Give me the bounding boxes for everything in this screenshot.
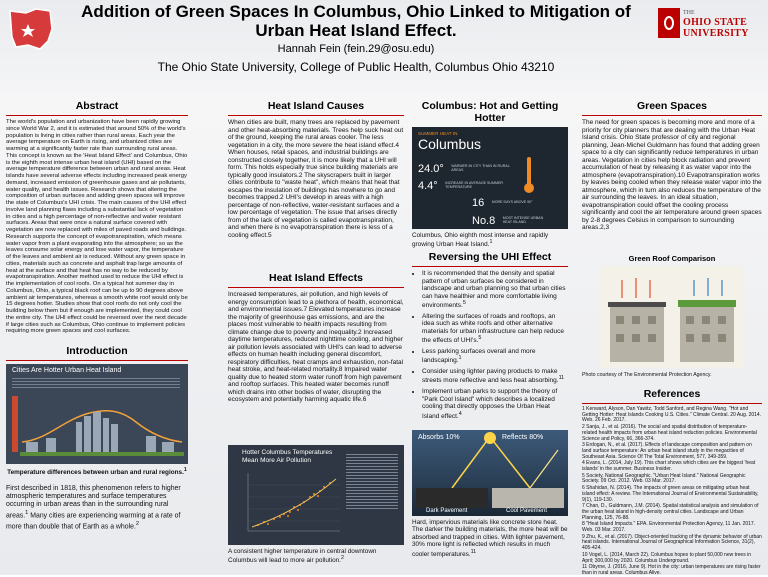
reversing-bullet-3 bbox=[422, 348, 568, 365]
air-pollution-figure-title: Hotter Columbus Temperatures Mean More Air Pollution bbox=[242, 449, 333, 464]
dark-pavement-block bbox=[416, 488, 488, 508]
intro-caption-ref: 1 bbox=[183, 467, 187, 473]
bullet-ref-2: 5 bbox=[478, 335, 482, 342]
intro-text-1: First described in 1818, this phenomenon refers to higher atmospheric temperatures and surface temperatures occurring in urban areas than in the surrounding rural areas. bbox=[6, 485, 181, 520]
pavement-label-cool: Cool Pavement bbox=[506, 508, 548, 514]
stat-value-2: 4.4° bbox=[418, 180, 438, 192]
columbus-panel-kicker: SUMMER HEAT IN bbox=[418, 131, 458, 136]
effects-section bbox=[228, 272, 404, 407]
intro-ref-2: 2 bbox=[135, 521, 140, 528]
reference-4: 4 Evans, L. (2014, July 19). This chart shows which cities are the biggest 'heat islands' in the summer. Business Insider. bbox=[582, 460, 756, 473]
gridlines bbox=[248, 485, 340, 521]
bullet-ref-3: 1 bbox=[458, 355, 462, 362]
stat-value-4: No.8 bbox=[472, 215, 496, 227]
reference-3: 3 Erdogan, N., et al. (2017). Effects of landscape composition and pattern on land surface temperature: An urban heat island study in the megacities of Southeast Asia. Science Of The Total Environment, 577, 349-359. bbox=[582, 442, 752, 460]
urban-heat-figure-text-block bbox=[12, 378, 180, 388]
green-roof-diagram-graphic bbox=[600, 266, 744, 368]
effects-caption-ref: 2 bbox=[340, 555, 344, 562]
columbus-stat-row-3 bbox=[472, 193, 562, 211]
pavement-comparison-image bbox=[412, 430, 568, 516]
ohio-state-outline-logo bbox=[6, 7, 56, 51]
reference-5: 5 Society, National Geographic. "Urban Heat Island." National Geographic Society. 09 Oct. 2012. Web. 03 Mar. 2017. bbox=[582, 472, 746, 485]
effects-caption-text: A consistent higher temperature in central downtown Columbus will lead to more air pollution. bbox=[228, 548, 377, 565]
thermometer-icon bbox=[522, 155, 536, 195]
green-spaces-heading: Green Spaces bbox=[582, 100, 762, 116]
urban-heat-island-figure bbox=[6, 364, 188, 464]
intro-text-2: Many cities are experiencing warming at a rate of more than double that of Earth as a whole. bbox=[6, 512, 181, 531]
columbus-caption bbox=[412, 232, 568, 249]
reference-8: 8 "Heat Island Impacts." EPA. Environmental Protection Agency, 11 Jan. 2017. Web. 03 Mar. 2017. bbox=[582, 521, 756, 534]
reference-11: 11 Obyrne, J. (2016, June 9). Hot in the city: urban temperatures are rising faster than in rural areas. Columbus Alive. bbox=[582, 564, 761, 576]
green-roof-layer bbox=[678, 300, 736, 307]
reversing-bullet-list bbox=[412, 270, 568, 420]
pavement-caption-text: Hard, impervious materials like concrete store heat. The darker the building materials, the more heat will be absorbed and trapped in cities. With lighter pavement, 30% more light is reflected which results in much cooler temperatures. bbox=[412, 519, 568, 558]
reversing-heading: Reversing the UHI Effect bbox=[412, 251, 568, 267]
reversing-bullet-2 bbox=[422, 313, 568, 345]
columbus-stat-row-4 bbox=[472, 211, 562, 229]
green-roof-caption: Photo courtesy of The Environmental Protection Agency. bbox=[582, 372, 712, 378]
effects-figure-caption bbox=[228, 548, 404, 565]
pavement-label-dark: Dark Pavement bbox=[426, 508, 468, 514]
poster-title: Addition of Green Spaces In Columbus, Ohio Linked to Mitigation of Urban Heat Island Effect. bbox=[81, 2, 631, 40]
logo-line-1: THE bbox=[683, 10, 695, 16]
columbus-stat-row-2 bbox=[418, 176, 562, 194]
causes-text: When cities are built, many trees are replaced by pavement and other heat-absorbing materials. Trees help suck heat out of the ground, keeping the rural areas cooler. The less vegetation in a city, the more severe the heat island effect.4 When houses, retail spaces, and industrial buildings are constructed closely together, it is more likely that a UHI will form. This holds especially true since building materials are typically good insulators.2 The skyscrapers built in larger cities contribute to "waste heat", which means that heat that escapes the insulation of buildings has nowhere to go and becomes trapped.2 UHI's develop in areas with a high percentage of non-reflective, water-resistant surfaces and a low percentage of vegetation. The issue that arises directly from of the lack of vegetation is called evapotranspiration, and when there is no evapotranspiration there is less of a cooling effect.5 bbox=[228, 119, 404, 239]
bullet-text-4: Consider using lighter paving products to make streets more reflective and less heat absorbing. bbox=[422, 367, 559, 385]
columbus-caption-ref: 1 bbox=[489, 239, 493, 246]
urban-heat-figure-title: Cities Are Hotter Urban Heat Island bbox=[12, 367, 122, 374]
bullet-text-5: Implement urban parks to support the theory of "Park Cool Island" which describes a localized cooling that directly opposes the Urban Heat Island effect. bbox=[422, 388, 558, 420]
cool-pavement-block bbox=[492, 488, 564, 508]
pavement-caption-ref: 11 bbox=[470, 548, 477, 555]
urban-heat-profile-graphic bbox=[6, 392, 188, 464]
columbus-stat-row-1 bbox=[418, 159, 562, 177]
heat-curve bbox=[22, 411, 182, 442]
stat-value-1: 24.0° bbox=[418, 163, 444, 175]
effects-heading: Heat Island Effects bbox=[228, 272, 404, 288]
bullet-text-1: It is recommended that the density and spatial pattern of urban surfaces be considered in landscape and urban planning so that urban cities can have healthier and more comfortable living environments. bbox=[422, 270, 566, 310]
pavement-caption bbox=[412, 519, 568, 558]
reference-10: 10 Vogel, L. (2014, March 22). Columbus hopes to plant 50,000 new trees in April; 300,000 by 2020. Columbus Underground. bbox=[582, 551, 751, 564]
columbus-stats-panel bbox=[412, 127, 568, 229]
stat-desc-4: MOST INTENSE URBAN HEAT ISLAND bbox=[502, 215, 544, 224]
reference-9: 9 Zhu, K., et al. (2017). Object-oriented tracking of the dynamic behavior of urban heat islands. International Journal of Geographical Information Science, 31(2), 405-424. bbox=[582, 533, 762, 552]
reversing-bullet-4 bbox=[422, 368, 568, 385]
introduction-text bbox=[6, 485, 188, 532]
logo-line-2: OHIO STATE bbox=[683, 17, 748, 28]
introduction-heading-wrap bbox=[6, 345, 188, 364]
reference-6: 6 Shahidan, N. (2014). The impacts of green areas on mitigating urban heat island effect: A review. The International Journal of Environmental Sustainability, 9(1), 119-130. bbox=[582, 485, 759, 503]
author-line: Hannah Fein (fein.29@osu.edu) bbox=[277, 43, 435, 55]
reference-7: 7 Chan, D., Guldmann, J.M. (2014). Spatial statistical analysis and simulation of the urban heat island in high-density central cities. Landscape and Urban Planning, 125, 76-88. bbox=[582, 503, 759, 521]
intro-ref-1: 1 bbox=[25, 510, 29, 516]
reversing-bullet-5 bbox=[422, 388, 568, 420]
causes-section bbox=[228, 100, 404, 242]
logo-line-3: UNIVERSITY bbox=[683, 28, 749, 39]
reversing-section bbox=[412, 251, 568, 423]
abstract-section bbox=[6, 100, 188, 338]
bullet-ref-1: 5 bbox=[462, 300, 466, 306]
reference-1: 1 Kenward, Alyson, Dan Yawitz, Todd Sanford, and Regina Wang. "Hot and Getting Hotter: Heat Islands Cooking U.S. Cities." Climate Central. 20 Aug. 2014. Web. 26 Feb. 2017. bbox=[582, 406, 762, 424]
affiliation-line: The Ohio State University, College of Public Health, Columbus Ohio 43210 bbox=[157, 60, 555, 74]
air-pollution-figure bbox=[228, 445, 404, 545]
scatter-points bbox=[257, 482, 331, 526]
block-o-icon bbox=[658, 8, 680, 38]
references-section bbox=[582, 388, 762, 577]
green-spaces-section bbox=[582, 100, 762, 235]
columbus-heading: Columbus: Hot and Getting Hotter bbox=[412, 100, 568, 128]
reversing-bullet-1 bbox=[422, 270, 568, 310]
causes-heading: Heat Island Causes bbox=[228, 100, 404, 116]
pavement-label-absorbs: Absorbs 10% bbox=[418, 434, 460, 441]
stat-desc-2: INCREASE IN AVERAGE SUMMER TEMPERATURE bbox=[445, 180, 503, 189]
green-roof-figure-title: Green Roof Comparison bbox=[628, 254, 716, 263]
reference-2: 2 Sanja, J., et al. (2016). The social and spatial distribution of temperature-related health impacts from urban heat island reduction policies. Environmental Science and Policy, 66, 366-374. bbox=[582, 424, 757, 442]
columbus-panel-title: Columbus bbox=[418, 136, 482, 152]
introduction-heading: Introduction bbox=[6, 345, 188, 361]
ground-strip bbox=[20, 452, 184, 456]
pavement-label-reflects: Reflects 80% bbox=[502, 434, 544, 441]
poster-header bbox=[64, 2, 648, 75]
air-pollution-scatter-graphic bbox=[228, 445, 404, 545]
bullet-text-3: Less parking surfaces overall and more landscaping. bbox=[422, 347, 536, 365]
green-roof-image bbox=[600, 266, 744, 368]
pavement-sun-graphic bbox=[412, 430, 568, 516]
columbus-caption-text: Columbus, Ohio eighth most intense and rapidly growing Urban Heat Island. bbox=[412, 232, 549, 249]
intro-caption-text: Temperature differences between urban and rural regions. bbox=[7, 469, 184, 477]
stat-desc-1: WARMER IN CITY THAN IN RURAL AREAS bbox=[451, 163, 510, 172]
temperature-scale-bar bbox=[12, 396, 18, 452]
references-heading: References bbox=[582, 388, 762, 404]
abstract-text: The world's population and urbanization have been rapidly growing since World War 2, and it is estimated that around 50% of the world's population is living in cities rather than rural areas. Each year the average temperature on Earth is rising, and urbanized cities are warming at a significantly faster rate than surrounding rural areas. This concept is known as the 'Heat Island Effect' and Columbus, Ohio is the eighth most intense urban heat island (UHI) based on the average temperature difference between urban and rural areas. Heat islands have several adverse effects including increased peak energy demand, increased emission of greenhouse gases and air pollutants, water quality, and health issues. Research shows that altering the composition of urban surfaces and adding green spaces will improve the state of Columbus's UHI crisis. The main causes of the UHI effect involve land planning flaws including a substantial lack of vegetation in cities and a high percentage of non-reflective and water resistant surfaces. Areas that were once a natural surface covered with vegetation are now replaced with miles of paved roads and buildings. Research supports the concept of evapotranspiration, which means water vapor from a plant evaporating into the atmosphere; so as the leaves consume solar energy and lose water vapor, the temperature of the leaves and ambient air is reduced. Without any green space in cities, materials such as concrete and asphalt trap large amounts of heat at the surface and that heat has no way to be reduced by evapotranspiration. Another method used to reduce the UHI effect is the implementation of cool roofs. On a typical hot summer day in Columbus, Ohio, a typical black roof can be up to 90 degrees above ambient air temperatures, whereas a smooth white roof would only be 15 degrees hotter. Studies show that cool roofs do not only cool the building below them but if enough are implemented, they could cool the entire city. The UHI effect could be reversed over the next decade if large cities such as Columbus, Ohio continue to implement policies requiring more green spaces and cool surfaces. bbox=[6, 119, 188, 335]
stat-desc-3: MORE DAYS ABOVE 90° bbox=[491, 199, 533, 204]
green-spaces-text: The need for green spaces is becoming more and more of a priority for city planners that are dealing with the Urban Heat Island crisis. Ohio State professor of city and regional planning, Jean-Michel Guldmann has found that adding green space to a city can significantly reduce temperatures in urban areas. Vegetation in cities help block radiation and prevent accumulation of heat by releasing it as water vapor into the atmosphere (evapotranspiration).10 Evapotranspiration works by leaves being cooled when they release water vapor into the atmosphere, which in turn also reduces the temperature of the air surrounding the leaves. In an ideal situation, evapotranspiration could offset the cooling process significantly and cool the air temperature around green spaces by 2-8 degrees Celsius in comparison to surrounding areas.2,3 bbox=[582, 119, 762, 231]
bullet-text-2: Altering the surfaces of roads and rooftops, an idea such as white roofs and other alternative materials for urban infrastructure can help reduce the effects of UHI's. bbox=[422, 312, 564, 345]
effects-text: Increased temperatures, air pollution, and high levels of energy consumption lead to a plethora of health, economical, and environmental issues.7 Elevated temperatures increase the majority of greenhouse gas emissions, and are the places most vulnerable to health impacts resulting from climate change due to poverty and inequality.2 Increased daytime temperatures, reduced nighttime cooling, and higher air pollution levels associated with UHI's can lead to adverse effects on human health including general discomfort, respiratory difficulties, heat cramps and exhaustion, non-fatal heat stroke, and heat-related mortality.8 Impaired water quality due to heated storm water runoff from high pavement and rooftop surfaces. This heated water becomes runoff which drains into other bodies of water, disrupting the ecosystem and potentially harming aquatic life.6 bbox=[228, 291, 404, 403]
bullet-ref-4: 11 bbox=[558, 375, 565, 382]
introduction-figure-caption bbox=[6, 467, 188, 477]
conventional-roof bbox=[608, 302, 666, 307]
bullet-ref-5: 4 bbox=[458, 410, 462, 417]
abstract-heading: Abstract bbox=[6, 100, 188, 116]
side-note-text-block bbox=[346, 453, 398, 511]
stat-value-3: 16 bbox=[472, 197, 485, 209]
ohio-state-university-logo bbox=[658, 8, 762, 46]
